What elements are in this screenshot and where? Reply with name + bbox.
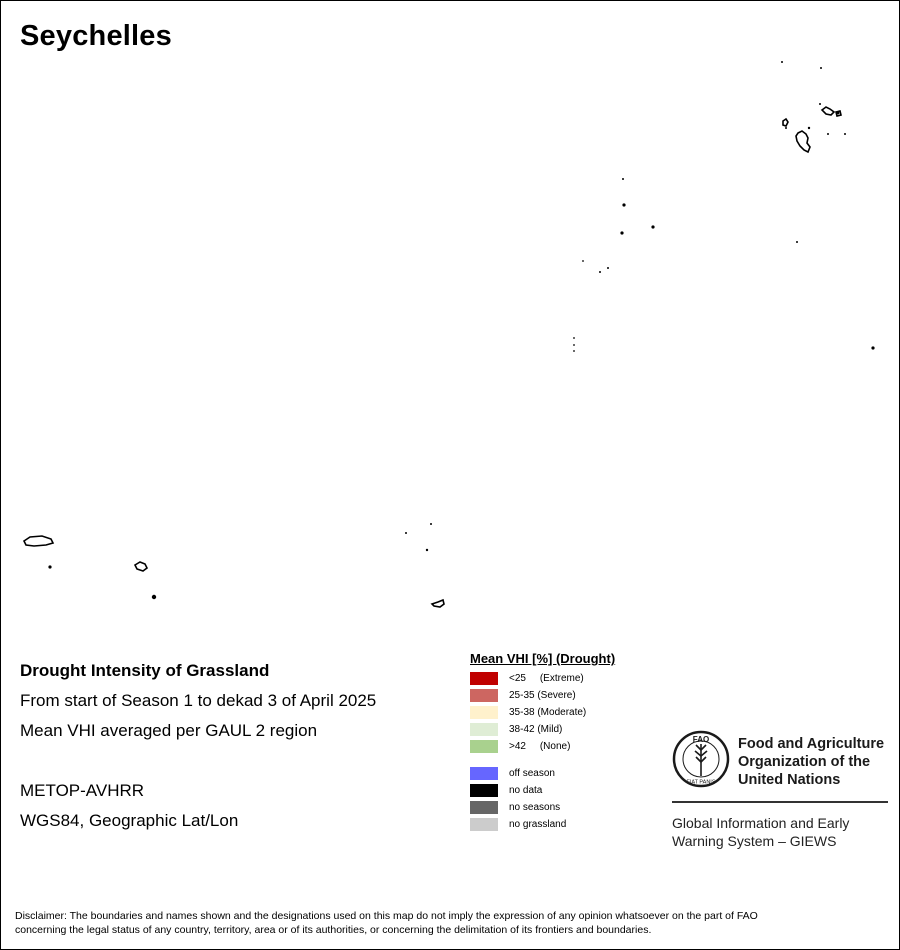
islet [827, 133, 829, 135]
fao-logo-motto: FIAT PANIS [686, 779, 716, 786]
island-praslin [822, 107, 834, 115]
fao-name-line: Organization of the [738, 754, 871, 770]
legend-item [470, 800, 615, 817]
islet [152, 595, 156, 599]
disclaimer-line: Disclaimer: The boundaries and names shown and the designations used on this map do not imply the expression of any opinion whatsoever on the part of FAO [15, 910, 758, 922]
legend-swatch [470, 706, 498, 719]
legend-label: no grassland [509, 819, 567, 830]
legend-label: <25 (Extreme) [509, 673, 584, 684]
map-heading: Drought Intensity of Grassland [20, 661, 270, 680]
legend-swatch [470, 740, 498, 753]
legend-item [470, 705, 615, 722]
islet [796, 241, 798, 243]
islet [819, 103, 821, 105]
legend-label: >42 (None) [509, 741, 571, 752]
islet [785, 127, 787, 129]
islet [781, 61, 783, 63]
legend-label: off season [509, 768, 555, 779]
islet [582, 260, 584, 262]
islet [622, 178, 624, 180]
island-mahe [796, 131, 810, 152]
legend-label: 38-42 (Mild) [509, 724, 563, 735]
islet [844, 133, 846, 135]
giews-line: Warning System – GIEWS [672, 833, 837, 849]
islet [622, 203, 625, 206]
legend-item [470, 739, 615, 756]
island-silhouette [783, 119, 788, 126]
fao-name-line: Food and Agriculture [738, 736, 885, 752]
legend-label: 25-35 (Severe) [509, 690, 576, 701]
giews-line: Global Information and Early [672, 815, 850, 831]
divider [672, 801, 888, 803]
islet [430, 523, 432, 525]
islet [607, 267, 609, 269]
legend-swatch [470, 818, 498, 831]
fao-name [738, 735, 884, 789]
legend [470, 651, 615, 834]
legend-item [470, 671, 615, 688]
island-south-2 [432, 600, 444, 607]
islet [573, 337, 575, 339]
legend-swatch [470, 689, 498, 702]
map-method: Mean VHI averaged per GAUL 2 region [20, 721, 318, 740]
disclaimer [15, 909, 885, 937]
legend-item [470, 817, 615, 834]
legend-item [470, 783, 615, 800]
island-south-1 [135, 562, 147, 571]
islet [599, 271, 601, 273]
islet [620, 231, 623, 234]
fao-name-line: United Nations [738, 772, 841, 788]
islet [837, 112, 840, 115]
map-title: Seychelles [20, 20, 172, 52]
islet [651, 225, 654, 228]
islet [871, 346, 874, 349]
legend-item [470, 766, 615, 783]
legend-swatch [470, 784, 498, 797]
legend-label: no seasons [509, 802, 561, 813]
map-period: From start of Season 1 to dekad 3 of April 2025 [20, 691, 377, 710]
legend-swatch [470, 767, 498, 780]
disclaimer-line: concerning the legal status of any country, territory, area or of its authorities, or concerning the delimitation of its frontiers and boundaries. [15, 924, 652, 936]
legend-swatch [470, 723, 498, 736]
map-projection: WGS84, Geographic Lat/Lon [20, 811, 239, 830]
fao-logo-text: FAO [692, 735, 710, 744]
giews-name [672, 814, 888, 850]
map-sensor: METOP-AVHRR [20, 781, 145, 800]
map-info [20, 656, 376, 836]
island-outer-west [24, 536, 53, 546]
islet [573, 350, 575, 352]
legend-swatch [470, 672, 498, 685]
fao-logo-icon [672, 730, 730, 788]
islet [426, 549, 428, 551]
islet [808, 127, 810, 129]
legend-item [470, 722, 615, 739]
islet [573, 344, 575, 346]
legend-swatch [470, 801, 498, 814]
legend-label: 35-38 (Moderate) [509, 707, 587, 718]
legend-item [470, 688, 615, 705]
legend-title: Mean VHI [%] (Drought) [470, 651, 616, 666]
islet [820, 67, 822, 69]
islet [48, 565, 51, 568]
islet [405, 532, 407, 534]
legend-label: no data [509, 785, 543, 796]
